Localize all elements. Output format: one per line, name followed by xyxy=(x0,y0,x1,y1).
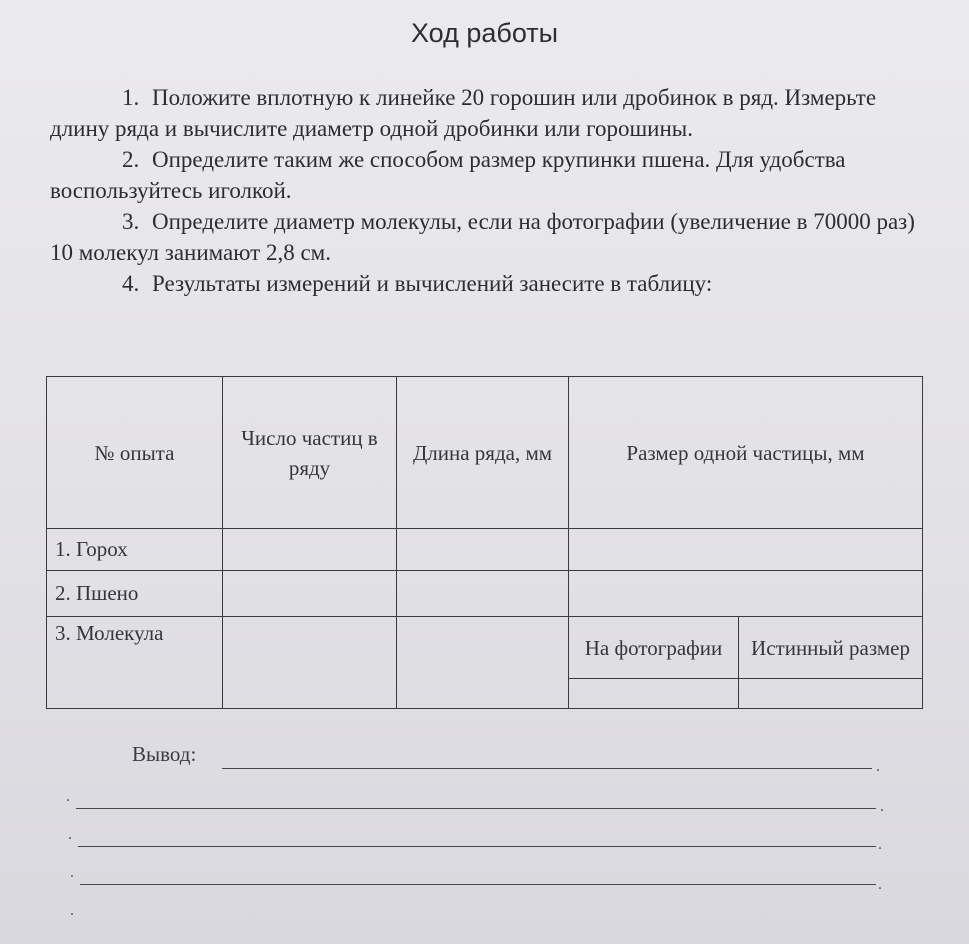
line-dot: . xyxy=(70,864,74,881)
results-table xyxy=(46,376,923,709)
row-label-millet: 2. Пшено xyxy=(47,571,223,617)
cell-peas-length[interactable] xyxy=(397,529,569,571)
line-dot: . xyxy=(66,788,70,805)
conclusion-line[interactable] xyxy=(222,768,872,769)
cell-millet-count[interactable] xyxy=(223,571,397,617)
step-1: 1. Положите вплотную к линейке 20 горошин или дробинок в ряд. Измерьте длину ряда и вычислите диаметр одной дробинки или горошины. xyxy=(50,85,877,141)
instructions xyxy=(50,82,920,299)
table-row xyxy=(47,571,923,617)
cell-molecule-photo[interactable] xyxy=(569,679,739,709)
cell-millet-size[interactable] xyxy=(569,571,923,617)
line-dot: . xyxy=(68,826,72,843)
conclusion-line[interactable] xyxy=(80,884,876,885)
cell-molecule-true-size[interactable] xyxy=(739,679,923,709)
table-row xyxy=(47,529,923,571)
step-3: 3. Определите диаметр молекулы, если на фотографии (увеличение в 70000 раз) 10 молекул занимают 2,8 см. xyxy=(50,209,915,265)
conclusion-line[interactable] xyxy=(76,808,876,809)
line-dot: . xyxy=(70,902,74,919)
table-header-row xyxy=(47,377,923,529)
line-dot: . xyxy=(878,836,882,853)
row-label-peas: 1. Горох xyxy=(47,529,223,571)
step-4: 4. Результаты измерений и вычислений занесите в таблицу: xyxy=(122,271,713,296)
header-length: Длина ряда, мм xyxy=(397,377,569,529)
cell-molecule-length[interactable] xyxy=(397,617,569,709)
table-row xyxy=(47,617,923,679)
line-dot: . xyxy=(878,876,882,893)
cell-peas-size[interactable] xyxy=(569,529,923,571)
page-title: Ход работы xyxy=(410,18,559,48)
row-label-molecule: 3. Молекула xyxy=(47,617,223,709)
header-size: Размер одной частицы, мм xyxy=(569,377,923,529)
subheader-true-size: Истинный размер xyxy=(739,617,923,679)
step-2: 2. Определите таким же способом размер крупинки пшена. Для удобства воспользуйтесь иголкой. xyxy=(50,147,846,203)
cell-millet-length[interactable] xyxy=(397,571,569,617)
header-count: Число частиц в ряду xyxy=(223,377,397,529)
conclusion-label: Вывод: xyxy=(132,742,197,766)
subheader-photo: На фотографии xyxy=(569,617,739,679)
cell-peas-count[interactable] xyxy=(223,529,397,571)
line-dot: . xyxy=(880,798,884,815)
line-dot: . xyxy=(876,758,880,775)
header-experiment: № опыта xyxy=(47,377,223,529)
cell-molecule-count[interactable] xyxy=(223,617,397,709)
conclusion-line[interactable] xyxy=(78,846,876,847)
